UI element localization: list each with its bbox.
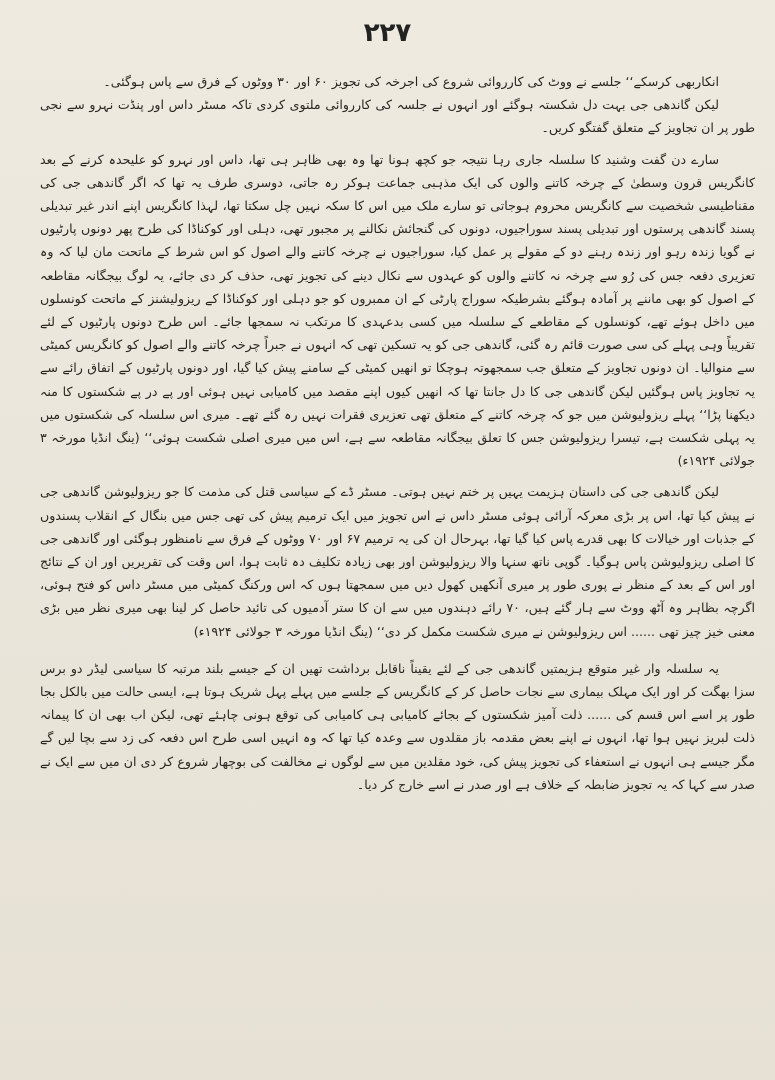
paragraph-4-text: لیکن گاندھی جی کی داستان ہزیمت یہیں پر ختم نہیں ہوتی۔ مسٹر ڈے کے سیاسی قتل کی مذمت کا جو ریزولیوشن گاندھی جی نے پیش کیا تھا، اس پر بڑی معرکہ آرائی ہوئی مسٹر داس نے اس تجویز میں ایک ترمیم پیش کی تھی جس میں بنگال کے انقلاب پسندوں کے جذبات اور خیالات کا بھی قدرے پاس کیا گیا تھا، بہرحال ان کی یہ ترمیم ۶۷ اور ۷۰ ووٹوں کے فرق سے نامنظور ہوگئی اور گاندھی جی کا اصلی ریزولیوشن پاس ہوگیا۔ گوپی ناتھ سنہا والا ریزولیوشن اور بھی زیادہ تکلیف دہ ثابت ہوا، اس وقت کی تقریریں اور ان کے نتائج اور اس کے بعد کے منظر نے پوری طور پر میری آنکھیں کھول دیں میں سمجھتا ہوں کہ اس ورکنگ کمیٹی میں مسٹر داس کو فتح ہوئی، اگرچہ بظاہر وہ آٹھ ووٹ سے ہار گئے ہیں، ۷۰ رائے دہندوں میں سے ان کا ستر آدمیوں کی تائید حاصل کر لینا بھی میری نظر میں بڑی معنی خیز چیز تھی ...... اس ریزولیوشن نے میری شکست مکمل کر دی‘‘ (40, 484, 756, 639)
paragraph-4 (40, 480, 755, 642)
paragraph-3-text: سارے دن گفت وشنید کا سلسلہ جاری رہا نتیجہ جو کچھ ہونا تھا وہ بھی ظاہر ہی تھا، داس اور نہرو کو علیحدہ کرنے کے بعد کانگریس قرون وسطیٰ کے چرخہ کاتنے والوں کی ایک مذہبی جماعت ہوکر رہ جاتی، دوسری طرف یہ تھا کہ اگر گاندھی جی کی مقناطیسی شخصیت سے کانگریس محروم ہوجاتی تو سارے ملک میں اس کا سکہ نہیں چل سکتا تھا، لہذا کانگریس اپنے اندر غیر تبدیلی پسند گاندھی پرستوں اور تبدیلی پسند سوراجیوں، دونوں کی گنجائش نکالنے پر مجبور تھی، دہلی اور کوکناڈا کی طرح پھر دونوں پارٹیوں نے گویا زندہ رہو اور زندہ رہنے دو کے مقولے پر عمل کیا، سوراجیوں نے چرخہ کاتنے والے اصول کو اس شرط کے ماتحت مان لیا کہ وہ تعزیری دفعہ جس کی رُو سے چرخہ نہ کاتنے والوں کو عہدوں سے نکال دینے کی تجویز تھی، حذف کر دی جائے، یہ لوگ بیجگانہ مقاطعہ کے اصول کو بھی ماننے پر آمادہ ہوگئے بشرطیکہ سوراج پارٹی کے ان ممبروں کو جو دہلی اور کوکناڈا کے ریزولیشنز کے ماتحت کونسلوں میں داخل ہوئے تھے، کونسلوں کے مقاطعے کے سلسلہ میں کسی بدعہدی کا مرتکب نہ سمجھا جائے۔ اس طرح دونوں پارٹیوں کے لئے تقریباً وہی پہلے کی سی صورت قائم رہ گئی، گاندھی جی کو یہ تسکین تھی کہ انہوں نے جبراً چرخہ کاتنے والے اصول کو کانگریس کمیٹی سے منوالیا۔ ان دونوں تجاویز کے متعلق جب سمجھوتہ ہوچکا تو انھیں کمیٹی کے سامنے پیش کیا گیا، اور دونوں پارٹیوں کے اتفاق رائے سے یہ تجاویز پاس ہوگئیں لیکن گاندھی جی کا دل جانتا تھا کہ انھیں کیوں اپنے مقصد میں کامیابی نہیں ہوئی اور پے در پے شکستوں کا منہ دیکھنا پڑا‘‘ پہلے ریزولیوشن میں جو کہ چرخہ کاتنے کے متعلق تھی تعزیری فقرات نہیں رہ گئے تھے۔ میری اس سلسلہ کی شکستوں میں یہ پہلی شکست ہے، تیسرا ریزولیوشن جس کا تعلق بیجگانہ مقاطعہ سے ہے، اس میں میری اصلی شکست ہوئی‘‘ (40, 151, 755, 446)
paragraph-1: انکاربھی کرسکے‘‘ جلسے نے ووٹ کی کارروائی شروع کی اجرخہ کی تجویز ۶۰ اور ۳۰ ووٹوں کے فرق سے پاس ہوگئی۔ (103, 74, 719, 89)
page-body (40, 70, 755, 796)
page-number: ۲۲۷ (363, 18, 412, 48)
paragraph-2: لیکن گاندھی جی بہت دل شکستہ ہوگئے اور انہوں نے جلسہ کی کارروائی ملتوی کردی تاکہ مسٹر داس اور پنڈت نہرو سے نجی طور پر ان تجاویز کے متعلق گفتگو کریں۔ (40, 97, 755, 136)
paragraph-3 (40, 148, 755, 473)
citation-1: (ینگ انڈیا مورخہ ۳ جولائی ۱۹۲۴ء) (40, 430, 755, 469)
citation-2: (ینگ انڈیا مورخہ ۳ جولائی ۱۹۲۴ء) (193, 623, 373, 639)
paragraph-5: یہ سلسلہ وار غیر متوقع ہزیمتیں گاندھی جی کے لئے یقیناً ناقابل برداشت تھیں ان کے جیسے بلند مرتبہ کا سیاسی لیڈر دو برس سزا بھگت کر اور ایک مہلک بیماری سے نجات حاصل کر کے کانگریس کے جلسے میں پہلے پہل شریک ہوتا ہے، ایسی حالت میں بالکل بجا طور پر اسے اس قسم کی ...... ذلت آمیز شکستوں کے بجائے کامیابی ہی کامیابی کی توقع ہونی چاہئے تھی، لیکن اب بھی ان کا پیمانہ ذلت لبریز نہیں ہوا تھا، انہوں نے اپنے بعض مقدمہ باز مقلدوں سے وعدہ کیا تھا کہ وہ انہیں اسی طرح اس دفعہ کی زد سے بچا لیں گے مگر جیسے ہی انہوں نے استعفاء کی تجویز پیش کی، خود مقلدین میں سے لوگوں نے مخالفت کی بوچھار شروع کر دی ان میں سے ایک نے صدر سے کہا کہ یہ تجویز ضابطہ کے خلاف ہے اور صدر نے اسے خارج کر دیا۔ (40, 660, 755, 792)
